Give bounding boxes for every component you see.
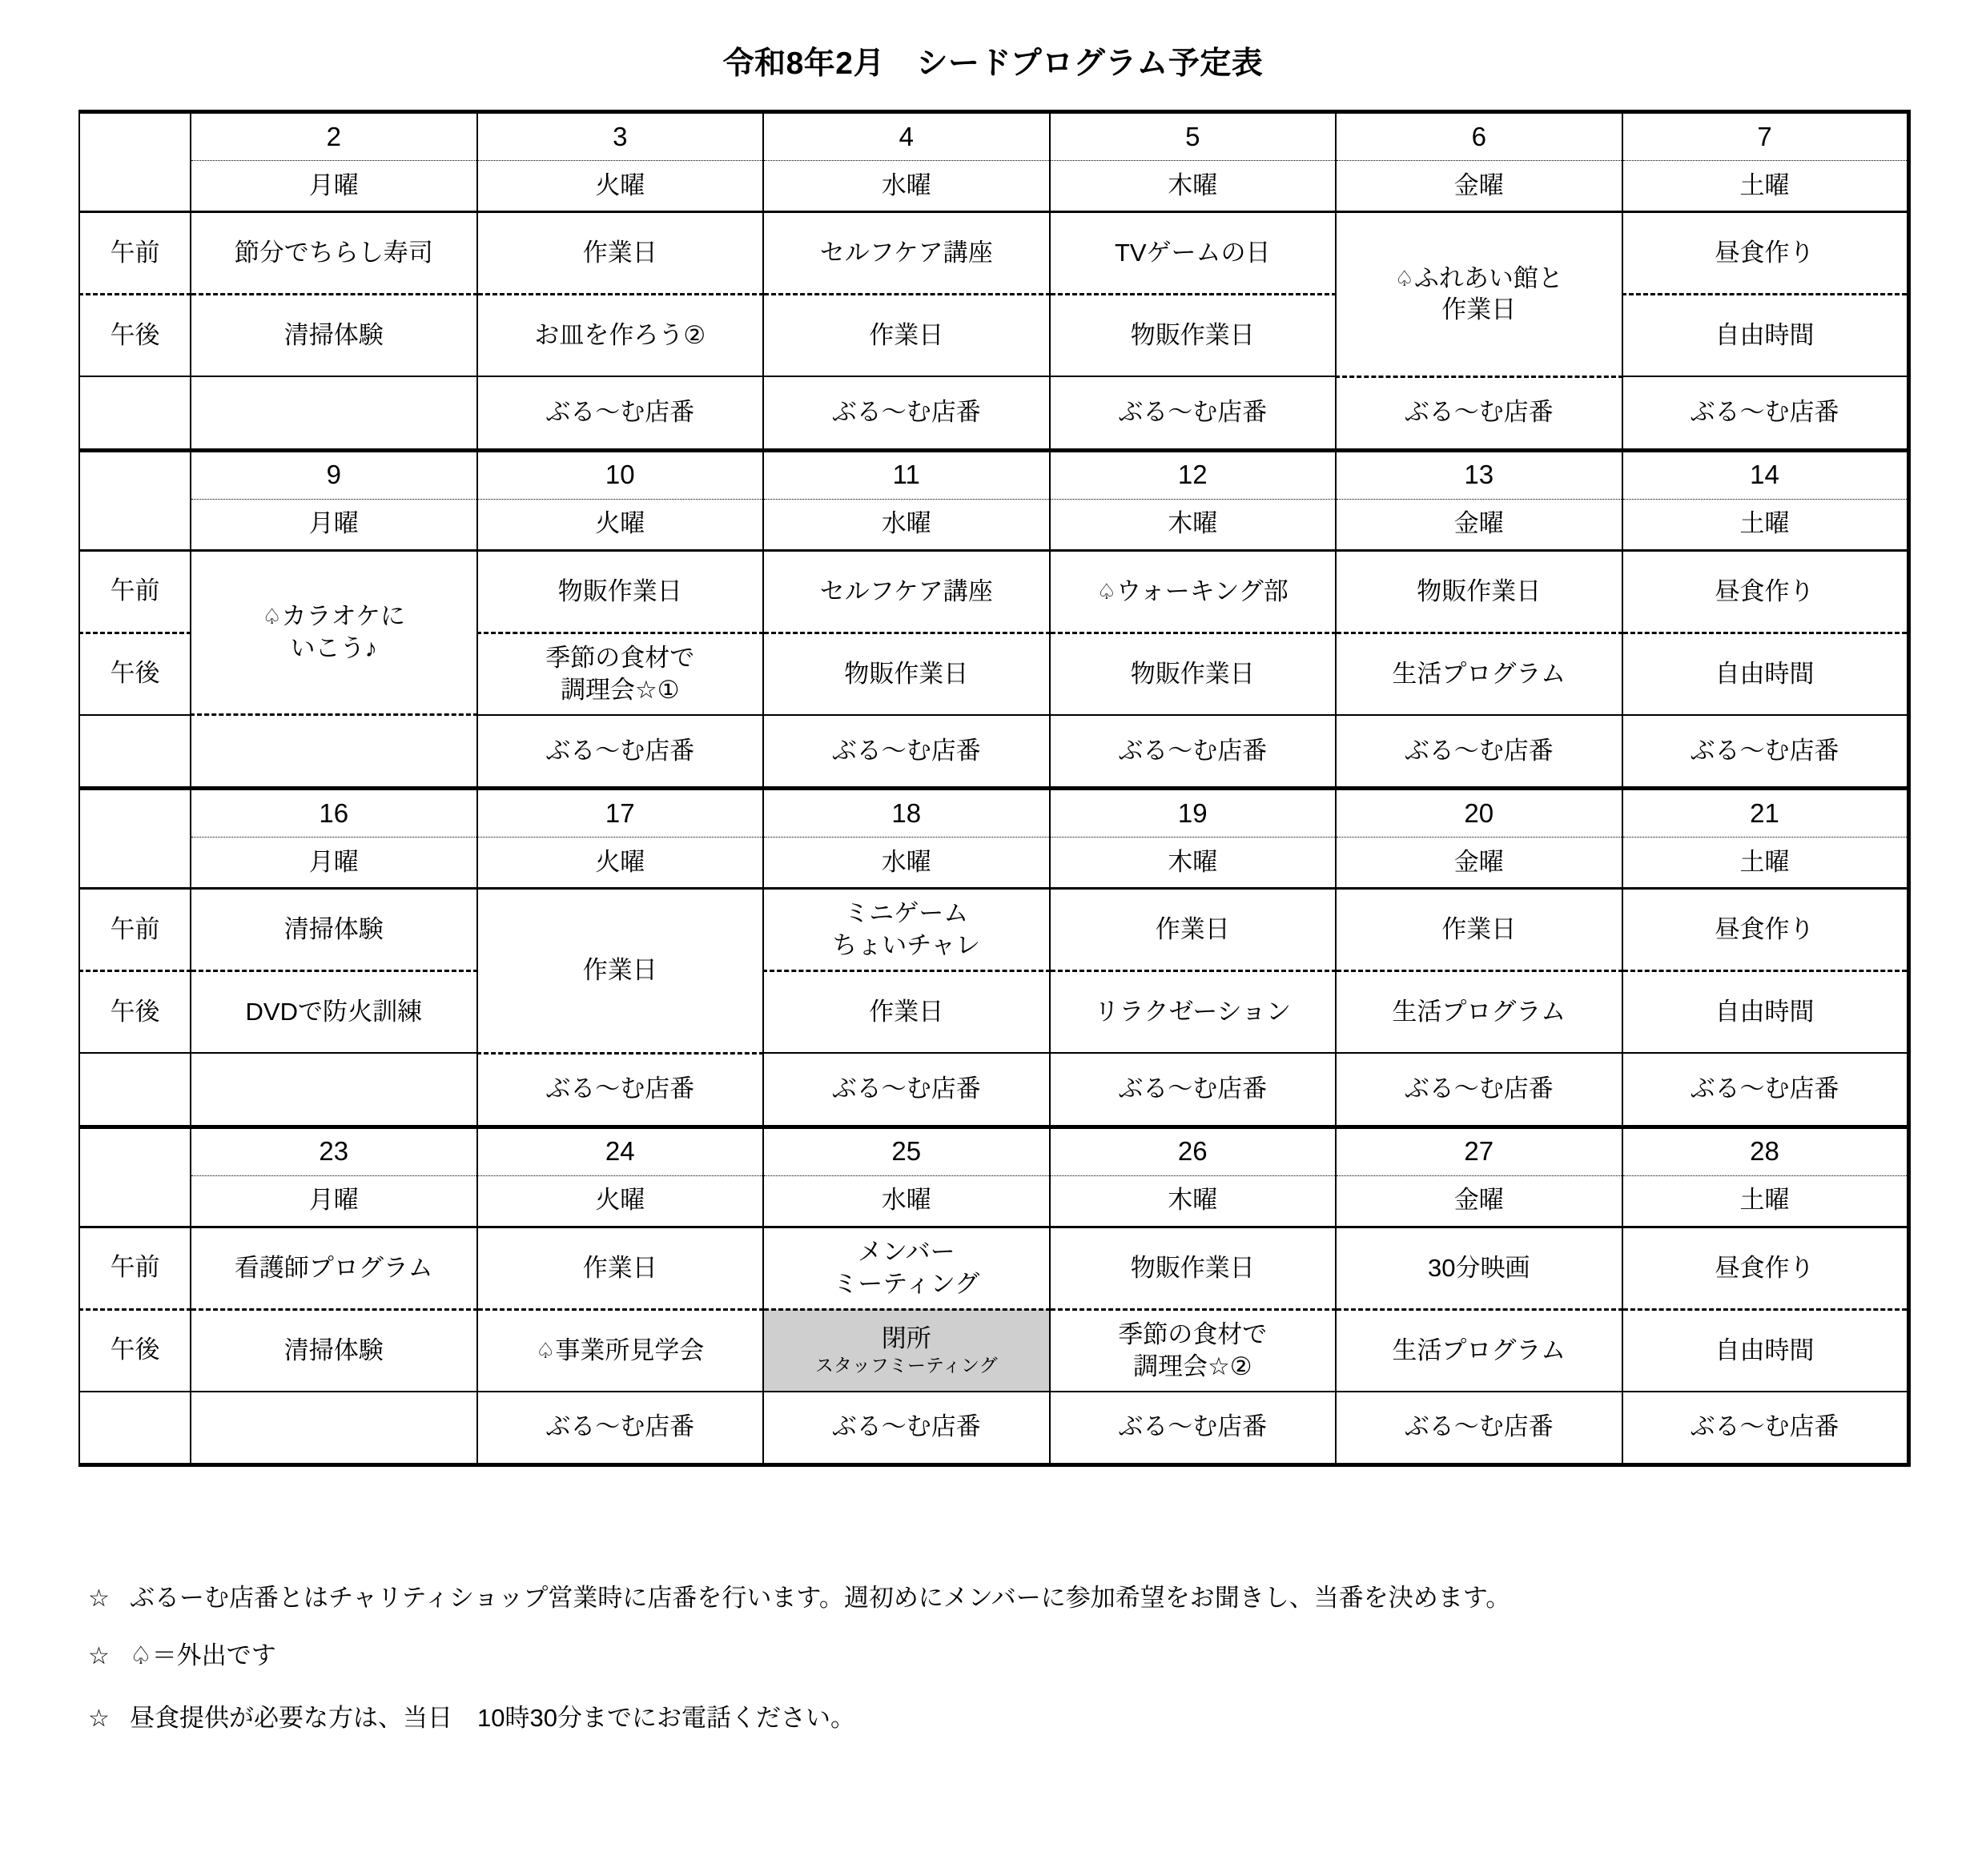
week-block — [79, 1127, 1908, 1464]
weekday-cell: 水曜 — [763, 1175, 1050, 1227]
activity-cell-am[interactable]: 昼食作り — [1622, 550, 1909, 633]
date-cell: 21 — [1622, 789, 1909, 838]
shop-duty-row — [79, 715, 1908, 789]
activity-cell-pm[interactable]: 生活プログラム — [1336, 633, 1622, 715]
activity-cell-am[interactable]: 作業日 — [477, 1227, 764, 1309]
activity-cell-pm[interactable]: 生活プログラム — [1336, 971, 1622, 1054]
date-cell: 18 — [763, 789, 1050, 838]
week-block — [79, 789, 1908, 1127]
corner-cell — [79, 1127, 191, 1175]
week-block — [79, 450, 1908, 789]
activity-cell-pm[interactable]: 作業日 — [763, 295, 1050, 377]
activity-cell-am[interactable]: 作業日 — [477, 212, 764, 295]
activity-cell-pm[interactable]: 物販作業日 — [1050, 633, 1337, 715]
shop-duty-cell[interactable]: ぶる〜む店番 — [1336, 715, 1622, 789]
activity-cell-am[interactable]: 物販作業日 — [1050, 1227, 1337, 1309]
corner-cell — [79, 450, 191, 499]
note-text: 昼食提供が必要な方は、当日 10時30分までにお電話ください。 — [130, 1703, 855, 1732]
activity-cell-am[interactable]: メンバー ミーティング — [763, 1227, 1050, 1309]
date-row — [79, 450, 1908, 499]
shop-duty-cell[interactable]: ぶる〜む店番 — [763, 1053, 1050, 1127]
shop-duty-cell[interactable]: ぶる〜む店番 — [1622, 715, 1909, 789]
activity-cell-merged[interactable]: 作業日 — [477, 889, 764, 1054]
date-cell: 13 — [1336, 450, 1622, 499]
weekday-cell: 木曜 — [1050, 1175, 1337, 1227]
shop-duty-cell[interactable]: ぶる〜む店番 — [1050, 376, 1337, 450]
row-label-pm: 午後 — [79, 295, 191, 377]
shop-duty-cell[interactable]: ぶる〜む店番 — [477, 715, 764, 789]
weekday-row — [79, 161, 1908, 212]
weekday-row — [79, 838, 1908, 889]
activity-cell-pm[interactable]: リラクゼーション — [1050, 971, 1337, 1054]
weekday-cell: 土曜 — [1622, 1175, 1909, 1227]
note-item — [88, 1643, 1986, 1669]
activity-cell-am[interactable]: 昼食作り — [1622, 212, 1909, 295]
activity-cell-closed[interactable]: 閉所 スタッフミーティング — [763, 1309, 1050, 1392]
shop-duty-cell[interactable]: ぶる〜む店番 — [477, 376, 764, 450]
weekday-cell: 土曜 — [1622, 838, 1909, 889]
pm-row — [79, 1309, 1908, 1392]
activity-cell-pm[interactable]: 清掃体験 — [191, 295, 477, 377]
activity-cell-pm[interactable]: DVDで防火訓練 — [191, 971, 477, 1054]
date-cell: 20 — [1336, 789, 1622, 838]
activity-cell-am[interactable]: 作業日 — [1336, 889, 1622, 971]
row-label-am: 午前 — [79, 550, 191, 633]
star-icon: ☆ — [88, 1705, 110, 1732]
date-cell: 11 — [763, 450, 1050, 499]
pm-row — [79, 971, 1908, 1054]
date-cell: 9 — [191, 450, 477, 499]
weekday-cell: 火曜 — [477, 499, 764, 550]
page-title: 令和8年2月 シードプログラム予定表 — [722, 46, 1264, 81]
shop-duty-cell[interactable]: ぶる〜む店番 — [1336, 376, 1622, 450]
date-cell: 2 — [191, 112, 477, 161]
note-item — [88, 1585, 1986, 1611]
spade-outing-icon: ♤ — [1096, 579, 1116, 604]
spade-outing-icon: ♤ — [262, 605, 282, 629]
weekday-cell: 金曜 — [1336, 499, 1622, 550]
note-text: ぶるーむ店番とはチャリティショップ営業時に店番を行います。週初めにメンバーに参加希望をお聞きし、当番を決めます。 — [130, 1583, 1511, 1612]
date-cell: 19 — [1050, 789, 1337, 838]
activity-cell-pm[interactable]: 自由時間 — [1622, 295, 1909, 377]
row-label-shop — [79, 1392, 191, 1465]
shop-duty-cell[interactable]: ぶる〜む店番 — [763, 376, 1050, 450]
row-label-pm: 午後 — [79, 633, 191, 715]
activity-cell-pm[interactable]: お皿を作ろう② — [477, 295, 764, 377]
corner-cell — [79, 789, 191, 838]
date-row — [79, 1127, 1908, 1175]
activity-cell-am[interactable]: ♤ウォーキング部 — [1050, 550, 1337, 633]
row-label-am: 午前 — [79, 889, 191, 971]
activity-cell-pm[interactable]: 季節の食材で 調理会☆② — [1050, 1309, 1337, 1392]
activity-cell-am[interactable]: 物販作業日 — [477, 550, 764, 633]
shop-duty-cell[interactable]: ぶる〜む店番 — [763, 715, 1050, 789]
activity-cell-am[interactable]: 清掃体験 — [191, 889, 477, 971]
weekday-cell: 金曜 — [1336, 838, 1622, 889]
activity-cell-am[interactable]: 30分映画 — [1336, 1227, 1622, 1309]
weekday-cell: 土曜 — [1622, 499, 1909, 550]
weekday-cell: 月曜 — [191, 161, 477, 212]
shop-duty-cell[interactable]: ぶる〜む店番 — [1050, 1392, 1337, 1465]
activity-cell-pm[interactable]: 季節の食材で 調理会☆① — [477, 633, 764, 715]
row-label-shop — [79, 715, 191, 789]
spade-outing-icon: ♤ — [536, 1338, 556, 1363]
date-cell: 6 — [1336, 112, 1622, 161]
row-label-am: 午前 — [79, 1227, 191, 1309]
am-row — [79, 889, 1908, 971]
row-label-pm: 午後 — [79, 1309, 191, 1392]
spade-outing-icon: ♤ — [1394, 266, 1414, 291]
activity-cell-am[interactable]: 物販作業日 — [1336, 550, 1622, 633]
schedule-table — [78, 110, 1911, 1467]
activity-cell-am[interactable]: 看護師プログラム — [191, 1227, 477, 1309]
shop-duty-cell[interactable]: ぶる〜む店番 — [1336, 1053, 1622, 1127]
corner-cell — [79, 112, 191, 161]
activity-cell-pm[interactable]: 物販作業日 — [1050, 295, 1337, 377]
weekday-cell: 月曜 — [191, 838, 477, 889]
shop-duty-cell[interactable] — [191, 1053, 477, 1127]
am-row — [79, 550, 1908, 633]
weekday-row — [79, 1175, 1908, 1227]
shop-duty-cell[interactable]: ぶる〜む店番 — [477, 1392, 764, 1465]
activity-cell-am[interactable]: 作業日 — [1050, 889, 1337, 971]
activity-cell-am[interactable]: 節分でちらし寿司 — [191, 212, 477, 295]
date-row — [79, 789, 1908, 838]
note-item — [88, 1705, 1986, 1731]
corner-cell — [79, 1175, 191, 1227]
weekday-cell: 火曜 — [477, 161, 764, 212]
weekday-cell: 土曜 — [1622, 161, 1909, 212]
activity-cell-merged[interactable]: ♤ふれあい館と 作業日 — [1336, 212, 1622, 377]
calendar-container — [78, 110, 1908, 1467]
weekday-cell: 月曜 — [191, 499, 477, 550]
activity-cell-pm[interactable]: 自由時間 — [1622, 633, 1909, 715]
activity-cell-pm[interactable]: 生活プログラム — [1336, 1309, 1622, 1392]
weekday-cell: 木曜 — [1050, 838, 1337, 889]
corner-cell — [79, 838, 191, 889]
shop-duty-row — [79, 376, 1908, 450]
shop-duty-cell[interactable] — [191, 1392, 477, 1465]
shop-duty-cell[interactable] — [191, 715, 477, 789]
date-cell: 12 — [1050, 450, 1337, 499]
weekday-cell: 木曜 — [1050, 161, 1337, 212]
am-row — [79, 1227, 1908, 1309]
date-cell: 17 — [477, 789, 764, 838]
activity-cell-pm[interactable]: ♤事業所見学会 — [477, 1309, 764, 1392]
corner-cell — [79, 161, 191, 212]
activity-cell-am[interactable]: 昼食作り — [1622, 889, 1909, 971]
shop-duty-row — [79, 1053, 1908, 1127]
activity-cell-pm[interactable]: 自由時間 — [1622, 1309, 1909, 1392]
date-cell: 23 — [191, 1127, 477, 1175]
activity-cell-pm[interactable]: 自由時間 — [1622, 971, 1909, 1054]
activity-cell-am[interactable]: セルフケア講座 — [763, 550, 1050, 633]
date-cell: 26 — [1050, 1127, 1337, 1175]
activity-cell-am[interactable]: TVゲームの日 — [1050, 212, 1337, 295]
date-cell: 25 — [763, 1127, 1050, 1175]
weekday-cell: 金曜 — [1336, 1175, 1622, 1227]
activity-cell-pm[interactable]: 物販作業日 — [763, 633, 1050, 715]
shop-duty-cell[interactable]: ぶる〜む店番 — [1050, 715, 1337, 789]
date-cell: 10 — [477, 450, 764, 499]
shop-duty-cell[interactable]: ぶる〜む店番 — [1622, 1392, 1909, 1465]
shop-duty-cell[interactable]: ぶる〜む店番 — [763, 1392, 1050, 1465]
activity-cell-am[interactable]: ミニゲーム ちょいチャレ — [763, 889, 1050, 971]
note-text: ♤＝外出です — [130, 1641, 276, 1669]
row-label-pm: 午後 — [79, 971, 191, 1054]
shop-duty-cell[interactable]: ぶる〜む店番 — [1050, 1053, 1337, 1127]
weekday-cell: 火曜 — [477, 838, 764, 889]
activity-cell-am[interactable]: 昼食作り — [1622, 1227, 1909, 1309]
shop-duty-cell[interactable]: ぶる〜む店番 — [477, 1053, 764, 1127]
weekday-row — [79, 499, 1908, 550]
star-icon: ☆ — [88, 1642, 110, 1669]
weekday-cell: 金曜 — [1336, 161, 1622, 212]
shop-duty-cell[interactable]: ぶる〜む店番 — [1622, 1053, 1909, 1127]
activity-cell-am[interactable]: セルフケア講座 — [763, 212, 1050, 295]
weekday-cell: 水曜 — [763, 161, 1050, 212]
date-cell: 28 — [1622, 1127, 1909, 1175]
date-cell: 7 — [1622, 112, 1909, 161]
shop-duty-row — [79, 1392, 1908, 1465]
date-cell: 24 — [477, 1127, 764, 1175]
weekday-cell: 水曜 — [763, 838, 1050, 889]
shop-duty-cell[interactable] — [191, 376, 477, 450]
pm-row — [79, 295, 1908, 377]
date-cell: 3 — [477, 112, 764, 161]
corner-cell — [79, 499, 191, 550]
date-cell: 14 — [1622, 450, 1909, 499]
activity-cell-pm[interactable]: 清掃体験 — [191, 1309, 477, 1392]
weekday-cell: 火曜 — [477, 1175, 764, 1227]
shop-duty-cell[interactable]: ぶる〜む店番 — [1336, 1392, 1622, 1465]
row-label-shop — [79, 1053, 191, 1127]
date-row — [79, 112, 1908, 161]
row-label-am: 午前 — [79, 212, 191, 295]
am-row — [79, 212, 1908, 295]
date-cell: 27 — [1336, 1127, 1622, 1175]
footer-notes — [88, 1585, 1986, 1731]
date-cell: 16 — [191, 789, 477, 838]
date-cell: 5 — [1050, 112, 1337, 161]
weekday-cell: 木曜 — [1050, 499, 1337, 550]
row-label-shop — [79, 376, 191, 450]
shop-duty-cell[interactable]: ぶる〜む店番 — [1622, 376, 1909, 450]
weekday-cell: 水曜 — [763, 499, 1050, 550]
week-block — [79, 112, 1908, 451]
activity-cell-pm[interactable]: 作業日 — [763, 971, 1050, 1054]
date-cell: 4 — [763, 112, 1050, 161]
weekday-cell: 月曜 — [191, 1175, 477, 1227]
star-icon: ☆ — [88, 1585, 110, 1612]
activity-cell-merged[interactable]: ♤カラオケに いこう♪ — [191, 550, 477, 715]
